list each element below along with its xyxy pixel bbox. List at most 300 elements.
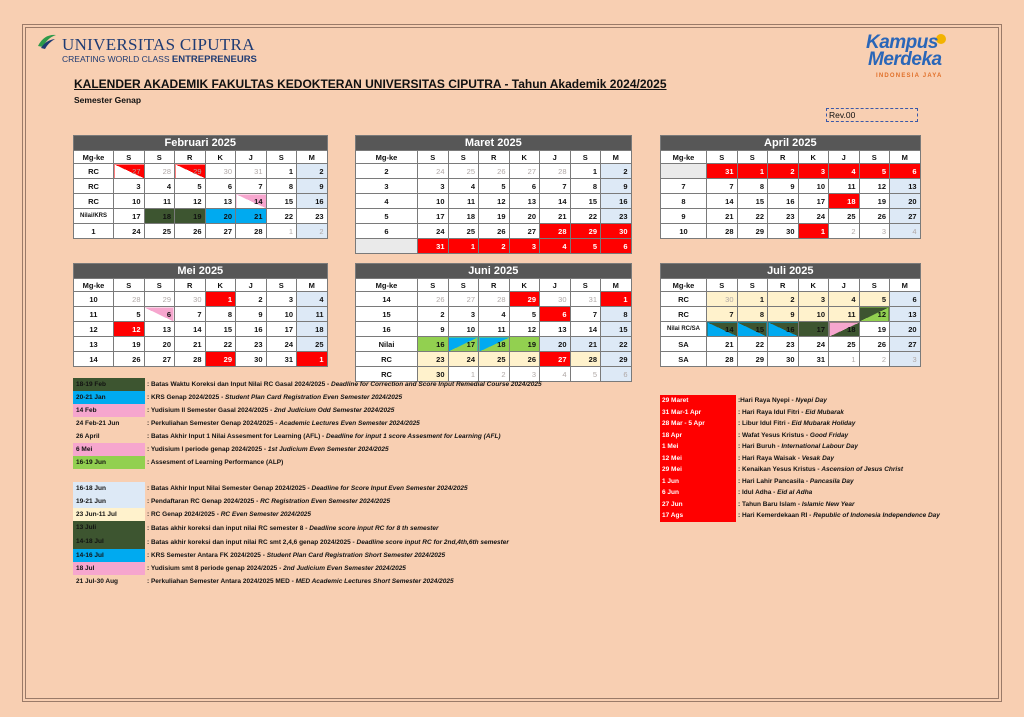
day-cell: 1 [798, 224, 829, 239]
university-tagline [62, 54, 257, 65]
legend-date: 14 Feb [73, 404, 145, 417]
holiday-text: : Hari Kemerdekaan RI - Republic of Indonesia Independence Day [738, 512, 940, 520]
week-label: 7 [661, 179, 707, 194]
day-cell: 13 [205, 194, 236, 209]
legend-date: 16-19 Jun [73, 456, 145, 469]
legend-date: 6 Mei [73, 443, 145, 456]
day-cell: 12 [859, 179, 890, 194]
day-cell: 26 [479, 164, 510, 179]
day-cell: 21 [540, 209, 571, 224]
day-cell: 4 [540, 239, 571, 254]
day-header: R [768, 279, 799, 292]
day-header: K [509, 279, 540, 292]
legend-item [73, 521, 571, 535]
day-cell: 19 [479, 209, 510, 224]
day-cell: 30 [768, 352, 799, 367]
legend-item [73, 456, 571, 469]
day-cell: 24 [448, 352, 479, 367]
day-cell: 20 [144, 337, 175, 352]
day-cell: 21 [236, 209, 267, 224]
day-header: S [144, 151, 175, 164]
legend-text: : RC Genap 2024/2025 - RC Even Semester 2024/2025 [147, 511, 312, 518]
day-cell: 8 [205, 307, 236, 322]
holiday-date: 6 Jun [660, 487, 736, 499]
day-cell: 22 [601, 337, 632, 352]
day-cell: 29 [570, 224, 601, 239]
day-cell: 4 [144, 179, 175, 194]
day-header: S [737, 279, 768, 292]
day-cell: 3 [509, 367, 540, 382]
km-line-3: INDONESIA JAYA [876, 73, 943, 79]
legend-item [73, 575, 571, 588]
week-label: 14 [356, 292, 418, 307]
month-title: Mei 2025 [74, 264, 328, 279]
day-cell: 27 [509, 164, 540, 179]
day-cell: 11 [297, 307, 328, 322]
week-label: 2 [356, 164, 418, 179]
day-cell: 10 [798, 307, 829, 322]
day-header: R [175, 279, 206, 292]
calendar-feb [73, 135, 328, 239]
week-header: Mg-ke [661, 279, 707, 292]
legend-date: 24 Feb-21 Jun [73, 417, 145, 430]
day-cell: 18 [144, 209, 175, 224]
day-cell: 17 [266, 322, 297, 337]
day-cell: 1 [829, 352, 860, 367]
day-cell: 15 [601, 322, 632, 337]
day-cell: 5 [570, 239, 601, 254]
day-cell: 14 [175, 322, 206, 337]
holiday-date: 17 Ags [660, 510, 736, 522]
day-cell: 21 [570, 337, 601, 352]
day-cell: 6 [601, 367, 632, 382]
day-cell: 2 [236, 292, 267, 307]
day-cell: 11 [479, 322, 510, 337]
day-cell: 9 [297, 179, 328, 194]
legend-text: : Yudisium smt 8 periode genap 2024/2025 - 2nd Judicium Even Semester 2024/2025 [147, 565, 406, 572]
day-cell: 1 [448, 239, 479, 254]
day-cell: 28 [707, 352, 738, 367]
holiday-list [660, 395, 960, 522]
day-cell: 4 [479, 307, 510, 322]
holiday-item [660, 464, 960, 476]
day-cell: 3 [798, 292, 829, 307]
day-cell: 6 [509, 179, 540, 194]
day-cell: 17 [418, 209, 449, 224]
day-cell: 22 [737, 209, 768, 224]
week-label: 8 [661, 194, 707, 209]
week-label: 11 [74, 307, 114, 322]
day-header: K [509, 151, 540, 164]
day-header: S [266, 151, 297, 164]
day-cell: 14 [707, 194, 738, 209]
legend-text: : Perkuliahan Semester Genap 2024/2025 - Academic Lectures Even Semester 2024/2025 [147, 420, 420, 427]
holiday-text: : Libur Idul Fitri - Eid Mubarak Holiday [738, 420, 856, 428]
day-cell: 19 [509, 337, 540, 352]
day-cell: 26 [114, 352, 145, 367]
day-cell: 26 [509, 352, 540, 367]
day-cell: 19 [175, 209, 206, 224]
day-cell: 5 [859, 292, 890, 307]
holiday-item [660, 395, 960, 407]
week-label [661, 164, 707, 179]
day-cell: 2 [829, 224, 860, 239]
day-cell: 25 [448, 224, 479, 239]
week-label: SA [661, 352, 707, 367]
month-title: April 2025 [661, 136, 921, 151]
day-cell: 13 [509, 194, 540, 209]
day-cell: 27 [448, 292, 479, 307]
week-label: 10 [74, 292, 114, 307]
day-cell: 29 [601, 352, 632, 367]
day-cell: 27 [540, 352, 571, 367]
day-cell: 21 [707, 337, 738, 352]
day-cell: 26 [418, 292, 449, 307]
holiday-item [660, 476, 960, 488]
day-cell: 2 [479, 239, 510, 254]
day-cell: 28 [570, 352, 601, 367]
day-cell: 20 [540, 337, 571, 352]
day-cell: 8 [601, 307, 632, 322]
day-cell: 18 [829, 322, 860, 337]
day-cell: 29 [205, 352, 236, 367]
week-label: 13 [74, 337, 114, 352]
day-cell: 30 [540, 292, 571, 307]
day-cell: 13 [144, 322, 175, 337]
legend-item [73, 443, 571, 456]
day-cell: 23 [601, 209, 632, 224]
day-cell: 17 [798, 194, 829, 209]
day-header: S [570, 279, 601, 292]
day-cell: 20 [205, 209, 236, 224]
day-cell: 19 [859, 194, 890, 209]
day-cell: 29 [509, 292, 540, 307]
day-cell: 15 [205, 322, 236, 337]
day-cell: 24 [114, 224, 145, 239]
day-cell: 31 [266, 352, 297, 367]
legend-item [73, 508, 571, 521]
day-cell: 25 [829, 209, 860, 224]
day-header: M [601, 151, 632, 164]
holiday-text: :Hari Raya Nyepi - Nyepi Day [738, 397, 827, 405]
day-header: M [297, 279, 328, 292]
day-cell: 23 [768, 209, 799, 224]
week-label: SA [661, 337, 707, 352]
day-cell: 23 [768, 337, 799, 352]
day-cell: 1 [737, 164, 768, 179]
day-cell: 6 [205, 179, 236, 194]
day-header: S [448, 279, 479, 292]
day-cell: 28 [479, 292, 510, 307]
holiday-item [660, 510, 960, 522]
legend-text: : Perkuliahan Semester Antara 2024/2025 MED - MED Academic Lectures Short Semester 2024/2025 [147, 578, 454, 585]
week-label [356, 239, 418, 254]
day-cell: 21 [175, 337, 206, 352]
day-cell: 12 [114, 322, 145, 337]
legend-text: : KRS Semester Antara FK 2024/2025 - Student Plan Card Registration Short Semester 2024/2025 [147, 552, 446, 559]
university-name: UNIVERSITAS CIPUTRA [62, 35, 255, 54]
day-cell: 28 [175, 352, 206, 367]
legend-text: : Assesment of Learning Performance (ALP) [147, 459, 284, 466]
day-cell: 12 [479, 194, 510, 209]
day-cell: 1 [297, 352, 328, 367]
month-title: Februari 2025 [74, 136, 328, 151]
day-cell: 23 [236, 337, 267, 352]
day-cell: 12 [509, 322, 540, 337]
calendar-jun [355, 263, 632, 382]
day-cell: 14 [540, 194, 571, 209]
legend-item [73, 391, 571, 404]
day-cell: 4 [297, 292, 328, 307]
week-label: Nilai [356, 337, 418, 352]
day-cell: 14 [570, 322, 601, 337]
day-cell: 11 [448, 194, 479, 209]
day-header: R [479, 279, 510, 292]
holiday-item [660, 407, 960, 419]
holiday-item [660, 441, 960, 453]
day-cell: 28 [114, 292, 145, 307]
day-header: J [829, 279, 860, 292]
week-header: Mg-ke [661, 151, 707, 164]
day-cell: 4 [890, 224, 921, 239]
day-cell: 5 [570, 367, 601, 382]
day-cell: 31 [707, 164, 738, 179]
day-cell: 6 [540, 307, 571, 322]
day-cell: 28 [236, 224, 267, 239]
ciputra-swoosh-icon [36, 32, 58, 50]
calendar-mar [355, 135, 632, 254]
day-cell: 6 [601, 239, 632, 254]
day-cell: 15 [266, 194, 297, 209]
day-cell: 31 [798, 352, 829, 367]
day-cell: 18 [448, 209, 479, 224]
legend-item [73, 482, 571, 495]
legend-date: 21 Jul-30 Aug [73, 575, 145, 588]
day-cell: 25 [297, 337, 328, 352]
holiday-date: 27 Jun [660, 499, 736, 511]
day-cell: 1 [266, 164, 297, 179]
day-cell: 25 [144, 224, 175, 239]
day-cell: 29 [144, 292, 175, 307]
day-header: S [448, 151, 479, 164]
holiday-date: 12 Mei [660, 453, 736, 465]
day-cell: 2 [601, 164, 632, 179]
day-cell: 31 [418, 239, 449, 254]
day-cell: 16 [768, 322, 799, 337]
day-cell: 1 [601, 292, 632, 307]
day-cell: 20 [509, 209, 540, 224]
holiday-item [660, 430, 960, 442]
legend-date: 19-21 Jun [73, 495, 145, 508]
page-title: KALENDER AKADEMIK FAKULTAS KEDOKTERAN UNIVERSITAS CIPUTRA - Tahun Akademik 2024/2025 [74, 77, 667, 91]
calendar-jul [660, 263, 921, 367]
day-cell: 2 [418, 307, 449, 322]
day-cell: 30 [768, 224, 799, 239]
day-header: J [540, 279, 571, 292]
day-cell: 4 [448, 179, 479, 194]
legend-text: : Batas Waktu Koreksi dan Input Nilai RC Gasal 2024/2025 - Deadline for Correction and Score Input Remedial Course 2024/2025 [147, 381, 542, 388]
day-cell: 10 [448, 322, 479, 337]
legend-date: 20-21 Jan [73, 391, 145, 404]
legend-item [73, 469, 571, 482]
day-cell: 10 [114, 194, 145, 209]
day-cell: 27 [509, 224, 540, 239]
day-header: K [205, 279, 236, 292]
day-cell: 1 [737, 292, 768, 307]
day-cell: 1 [570, 164, 601, 179]
holiday-text: : Wafat Yesus Kristus - Good Friday [738, 431, 849, 439]
week-label: Nilai/KRS [74, 209, 114, 224]
legend-date: 26 April [73, 430, 145, 443]
day-cell: 7 [707, 179, 738, 194]
day-cell: 16 [418, 337, 449, 352]
legend-item [73, 404, 571, 417]
day-cell: 16 [601, 194, 632, 209]
month-title: Maret 2025 [356, 136, 632, 151]
day-cell: 24 [798, 337, 829, 352]
day-header: M [601, 279, 632, 292]
day-cell: 3 [509, 239, 540, 254]
holiday-date: 31 Mar-1 Apr [660, 407, 736, 419]
day-cell: 16 [236, 322, 267, 337]
day-cell: 31 [570, 292, 601, 307]
day-cell: 3 [266, 292, 297, 307]
day-cell: 25 [448, 164, 479, 179]
day-header: S [707, 279, 738, 292]
day-cell: 10 [798, 179, 829, 194]
legend-date: 18 Jul [73, 562, 145, 575]
week-label: 14 [74, 352, 114, 367]
day-cell: 17 [448, 337, 479, 352]
day-header: S [859, 151, 890, 164]
holiday-date: 18 Apr [660, 430, 736, 442]
week-header: Mg-ke [74, 151, 114, 164]
week-header: Mg-ke [356, 151, 418, 164]
day-cell: 2 [479, 367, 510, 382]
day-cell: 5 [479, 179, 510, 194]
holiday-date: 1 Jun [660, 476, 736, 488]
day-header: J [540, 151, 571, 164]
day-header: K [205, 151, 236, 164]
day-cell: 8 [737, 307, 768, 322]
calendar-apr [660, 135, 921, 239]
day-cell: 18 [829, 194, 860, 209]
day-cell: 13 [890, 179, 921, 194]
day-cell: 2 [297, 224, 328, 239]
day-header: M [890, 279, 921, 292]
day-cell: 28 [540, 164, 571, 179]
day-cell: 15 [737, 194, 768, 209]
day-cell: 15 [570, 194, 601, 209]
day-cell: 13 [540, 322, 571, 337]
legend-text: : Batas akhir koreksi dan input nilai RC smt 2,4,6 genap 2024/2025 - Deadline score input RC for 2nd,4th,6th semester [147, 538, 509, 546]
day-cell: 11 [829, 179, 860, 194]
holiday-item [660, 453, 960, 465]
day-cell: 16 [768, 194, 799, 209]
day-cell: 14 [707, 322, 738, 337]
day-cell: 3 [798, 164, 829, 179]
day-cell: 30 [418, 367, 449, 382]
month-title: Juni 2025 [356, 264, 632, 279]
day-cell: 28 [707, 224, 738, 239]
holiday-text: : Hari Raya Idul Fitri - Eid Mubarak [738, 408, 844, 416]
day-cell: 1 [205, 292, 236, 307]
day-cell: 11 [144, 194, 175, 209]
legend-date [73, 469, 145, 482]
day-cell: 3 [890, 352, 921, 367]
day-header: K [798, 151, 829, 164]
day-cell: 1 [448, 367, 479, 382]
day-cell: 10 [266, 307, 297, 322]
day-cell: 27 [114, 164, 145, 179]
day-header: M [890, 151, 921, 164]
legend-item [73, 562, 571, 575]
day-cell: 2 [859, 352, 890, 367]
day-cell: 25 [479, 352, 510, 367]
day-cell: 24 [418, 164, 449, 179]
day-cell: 5 [114, 307, 145, 322]
day-cell: 3 [418, 179, 449, 194]
legend-item [73, 378, 571, 391]
day-cell: 22 [570, 209, 601, 224]
day-cell: 30 [236, 352, 267, 367]
day-cell: 22 [737, 337, 768, 352]
day-cell: 19 [114, 337, 145, 352]
day-cell: 24 [266, 337, 297, 352]
day-header: S [570, 151, 601, 164]
legend-item [73, 417, 571, 430]
day-cell: 2 [768, 292, 799, 307]
month-title: Juli 2025 [661, 264, 921, 279]
week-label: Nilai RC/SA [661, 322, 707, 337]
day-header: R [768, 151, 799, 164]
day-cell: 19 [859, 322, 890, 337]
day-header: R [479, 151, 510, 164]
day-cell: 17 [798, 322, 829, 337]
day-cell: 27 [890, 337, 921, 352]
day-cell: 9 [601, 179, 632, 194]
day-cell: 28 [540, 224, 571, 239]
day-cell: 7 [175, 307, 206, 322]
week-header: Mg-ke [356, 279, 418, 292]
legend-list [73, 378, 571, 588]
day-cell: 17 [114, 209, 145, 224]
holiday-text: : Hari Buruh - International Labour Day [738, 443, 858, 451]
legend-item [73, 495, 571, 508]
day-cell: 10 [418, 194, 449, 209]
day-header: S [418, 151, 449, 164]
day-cell: 5 [509, 307, 540, 322]
day-cell: 6 [144, 307, 175, 322]
day-cell: 16 [297, 194, 328, 209]
revision-box: Rev.00 [826, 108, 918, 122]
day-cell: 3 [859, 224, 890, 239]
day-header: S [859, 279, 890, 292]
kampus-merdeka-logo [864, 32, 964, 82]
day-cell: 8 [266, 179, 297, 194]
day-cell: 9 [768, 307, 799, 322]
day-cell: 31 [236, 164, 267, 179]
day-cell: 14 [236, 194, 267, 209]
holiday-item [660, 499, 960, 511]
day-cell: 20 [890, 194, 921, 209]
legend-text: : Batas Akhir Input 1 Nilai Assesment for Learning (AFL) - Deadline for input 1 score Assesment for Learning (AFL) [147, 433, 501, 440]
day-header: S [266, 279, 297, 292]
week-label: RC [661, 292, 707, 307]
week-label: 5 [356, 209, 418, 224]
week-label: RC [74, 194, 114, 209]
day-header: J [236, 279, 267, 292]
